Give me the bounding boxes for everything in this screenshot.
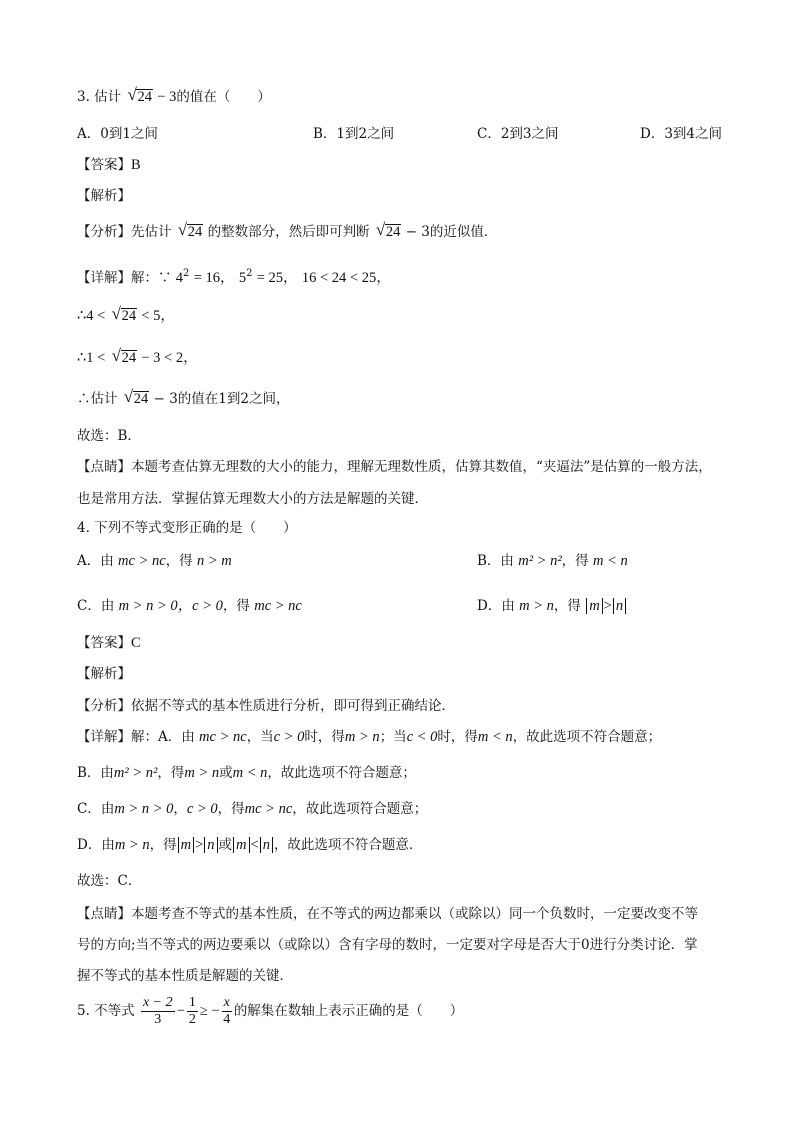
q3-stem: 3. 估计 √ 24 − 3的值在（ ）: [77, 85, 271, 105]
q5-fraction-3: $\frac{x}{4}$: [223, 995, 231, 1027]
q4-choose: 故选：C．: [77, 873, 142, 889]
q3-answer: 【答案】B: [77, 157, 141, 173]
q4-dianjing-2: 号的方向;当不等式的两边要乘以（或除以）含有字母的数时，一定要对字母是否大于0进行分类讨论．掌: [77, 937, 698, 953]
q3-option-c[interactable]: C．2到3之间: [477, 126, 559, 142]
q4-xiangjie-d: D．由m > n，得 m > n 或 m < n ，故此选项不符合题意．: [77, 837, 423, 853]
q4-xiangjie-b: B．由m² > n²，得m > n或m < n，故此选项不符合题意；: [77, 765, 416, 781]
q4-answer: 【答案】C: [77, 635, 141, 651]
q4-stem: 4. 下列不等式变形正确的是（ ）: [77, 520, 297, 536]
q5-fraction-1: $\frac{x - 2}{3}$: [142, 995, 173, 1027]
q3-step1-sqrt: √ 24: [111, 304, 137, 324]
q4-options-row1: [77, 551, 717, 571]
q4-option-d[interactable]: D．由 m > n，得 m > n: [477, 596, 627, 616]
q3-step3-sqrt: √ 24: [123, 387, 149, 407]
q3-step1: ∴4 < √ 24 < 5，: [77, 304, 175, 324]
q4-options-row2: [77, 596, 717, 616]
q3-dianjing-2: 也是常用方法．掌握估算无理数大小的方法是解题的关键．: [77, 491, 428, 507]
q4-fenxi: 【分析】依据不等式的基本性质进行分析，即可得到正确结论．: [77, 698, 455, 714]
q4-option-a[interactable]: A．由 mc > nc，得 n > m: [77, 553, 232, 569]
q3-fenxi: 【分析】先估计 √ 24 的整数部分，然后即可判断 √ 24 − 3的近似值．: [77, 220, 498, 240]
q4-xiangjie-c: C．由m > n > 0，c > 0，得mc > nc，故此选项符合题意；: [77, 801, 428, 817]
q4-option-b[interactable]: B．由 m² > n²，得 m < n: [477, 553, 628, 569]
q3-fenxi-sqrt1: √ 24: [177, 220, 203, 240]
q5-stem: 5. 不等式 $\frac{x - 2}{3}$ − $\frac{1}{2}$ ≥ − $\frac{x}{4}$ 的解集在数轴上表示正确的是（ ）: [77, 995, 464, 1027]
q3-step3: ∴估计 √ 24 − 3的值在1到2之间，: [77, 387, 290, 407]
q4-xiangjie-a: 【详解】解：A．由 mc > nc，当c > 0时，得m > n；当c < 0时，得m < n，故此选项不符合题意；: [77, 729, 662, 745]
q3-choose: 故选：B．: [77, 428, 141, 444]
q3-option-b[interactable]: B．1到2之间: [313, 126, 395, 142]
q3-step2-sqrt: √ 24: [111, 346, 137, 366]
q3-stem-prefix: 3. 估计: [77, 89, 122, 105]
q4-dianjing-1: 【点睛】本题考查不等式的基本性质，在不等式的两边都乘以（或除以）同一个负数时，一定要改变不等: [77, 906, 698, 922]
q3-option-a[interactable]: A．0到1之间: [77, 126, 158, 142]
q4-analysis-tag: 【解析】: [77, 666, 131, 682]
q3-fenxi-sqrt2: √ 24: [375, 220, 401, 240]
q3-analysis-tag: 【解析】: [77, 188, 131, 204]
q3-sqrt: √ 24: [127, 85, 152, 105]
q4-dianjing-3: 握不等式的基本性质是解题的关键．: [77, 968, 293, 984]
q3-step2: ∴1 < √ 24 − 3 < 2，: [77, 346, 198, 366]
q3-options: [77, 124, 723, 144]
q4-option-c[interactable]: C．由 m > n > 0，c > 0，得 mc > nc: [77, 598, 302, 614]
q3-dianjing-1: 【点睛】本题考查估算无理数的大小的能力，理解无理数性质，估算其数值，“夹逼法”是估算的一般方法，: [77, 459, 712, 475]
q5-fraction-2: $\frac{1}{2}$: [188, 995, 196, 1027]
q3-option-d[interactable]: D．3到4之间: [640, 126, 723, 142]
q3-xiangjie: 【详解】解：∵ $4^2 = 16$， $5^2 = 25$， 16 < 24 < 25，: [77, 268, 391, 286]
